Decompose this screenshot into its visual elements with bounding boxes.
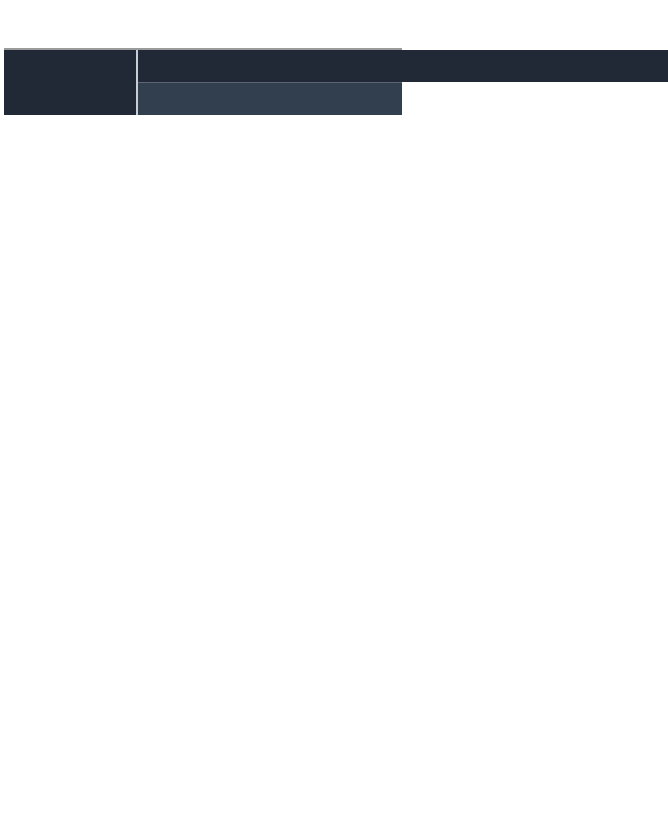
header-process-monitor: [4, 50, 136, 115]
header-phase: [138, 50, 402, 82]
header-subphase: [138, 82, 402, 115]
page-title: [4, 3, 402, 33]
